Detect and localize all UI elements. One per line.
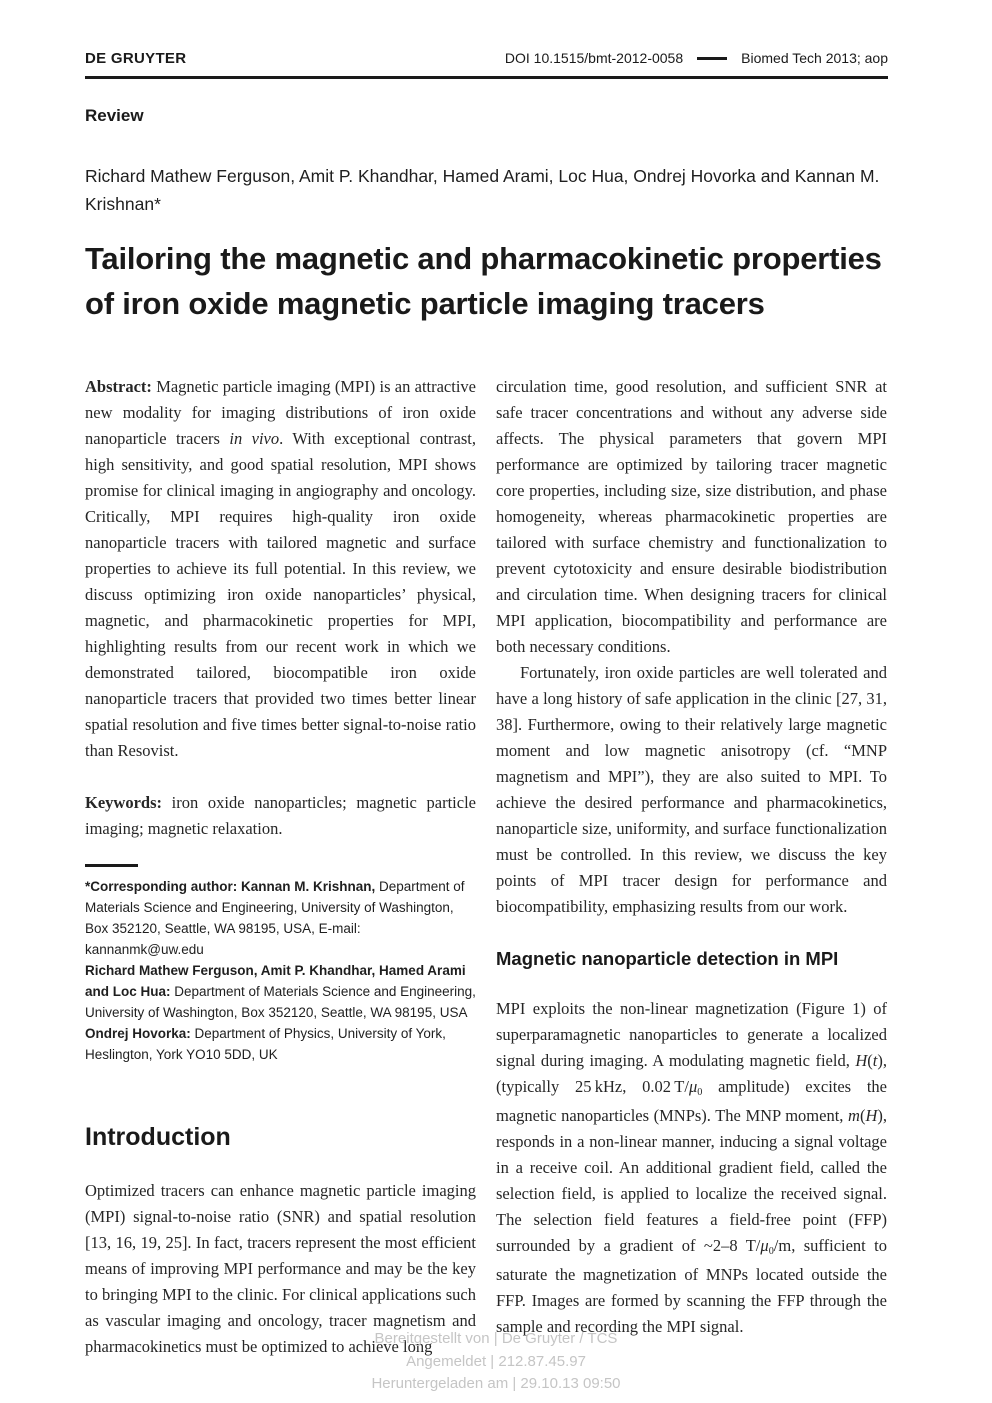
provenance-footer [0, 1328, 992, 1396]
body-paragraph-continued: circulation time, good resolution, and sufficient SNR at safe tracer concentrations and without any adverse side affects. The physical parameters that govern MPI performance are optimized by tailoring tracer magnetic core properties, including size, size distribution, and phase homogeneity, whereas pharmacokinetic properties are tailored with surface chemistry and functionalization to prevent cytotoxicity and ensure desirable biodistribution and circulation time. When designing tracers for clinical MPI application, biocompatibility and performance are both necessary conditions. [496, 377, 887, 656]
footer-provider-line: Bereitgestellt von | De Gruyter / TCS [374, 1330, 618, 1347]
left-column [85, 374, 476, 1360]
authors-line: Richard Mathew Ferguson, Amit P. Khandhar, Hamed Arami, Loc Hua, Ondrej Hovorka and Kannan M. Krishnan* [85, 166, 880, 214]
article-type-label: Review [85, 106, 144, 125]
abstract-paragraph: Abstract: Magnetic particle imaging (MPI) is an attractive new modality for imaging distributions of iron oxide nanoparticle tracers in vivo. With exceptional contrast, high sensitivity, and good spatial resolution, MPI shows promise for clinical imaging in angiography and oncology. Critically, MPI requires high-quality iron oxide nanoparticle tracers with tailored magnetic and surface properties to achieve its full potential. In this review, we discuss optimizing iron oxide nanoparticles’ physical, magnetic, and pharmacokinetic properties for MPI, highlighting results from our recent work in which we demonstrated tailored, biocompatible iron oxide nanoparticle tracers that provided two times better linear spatial resolution and five times better signal-to-noise ratio than Resovist. [85, 377, 477, 760]
header-rule [85, 76, 888, 79]
footer-login-line: Angemeldet | 212.87.45.97 [406, 1352, 586, 1370]
journal-info: Biomed Tech 2013; aop [741, 50, 888, 66]
introduction-paragraph: Optimized tracers can enhance magnetic particle imaging (MPI) signal-to-noise ratio (SNR) and spatial resolution [13, 16, 19, 25]. In fact, tracers represent the most efficient means of improving MPI performance and may be the key to bringing MPI to the clinic. For clinical applications such as vascular imaging and oncology, tracer magnetism and pharmacokinetics must be optimized to achieve long [85, 1181, 476, 1356]
doi-text: DOI 10.1515/bmt-2012-0058 [504, 50, 684, 66]
footer-download-line: Heruntergeladen am | 29.10.13 09:50 [371, 1375, 621, 1392]
article-title: Tailoring the magnetic and pharmacokinetic properties of iron oxide magnetic particle imaging tracers [85, 241, 882, 321]
keywords-paragraph: Keywords: iron oxide nanoparticles; magnetic particle imaging; magnetic relaxation. [85, 793, 476, 838]
affiliations-block: *Corresponding author: Kannan M. Krishnan, Department of Materials Science and Engineering, University of Washington, Box 352120, Seattle, WA 98195, USA, E-mail: kannanmk@uw.edu Richard Mathew Ferguson, Amit P. Khandhar, Hamed Arami and Loc Hua: Department of Materials Science and Engineering, University of Washington, Box 352120, Seattle, WA 98195, USA Ondrej Hovorka: Department of Physics, University of York, Heslington, York YO10 5DD, UK [85, 879, 476, 1062]
body-paragraph: Fortunately, iron oxide particles are well tolerated and have a long history of safe application in the clinic [27, 31, 38]. Furthermore, owing to their relatively large magnetic moment and low magnetic anisotropy (cf. “MNP magnetism and MPI”), they are also suited to MPI. To achieve the desired performance and pharmacokinetics, nanoparticle size, uniformity, and surface functionalization must be controlled. In this review, we discuss the key points of MPI tracer design for performance and biocompatibility, emphasizing results from our work. [496, 663, 887, 916]
affiliation-divider [85, 864, 138, 867]
detection-section-heading: Magnetic nanoparticle detection in MPI [496, 948, 839, 969]
masthead-citation [505, 50, 888, 66]
two-column-body [85, 374, 888, 1360]
right-column [496, 374, 887, 1360]
introduction-heading: Introduction [85, 1123, 231, 1151]
masthead [85, 50, 888, 67]
dash-separator [697, 57, 727, 60]
detection-paragraph: MPI exploits the non-linear magnetization (Figure 1) of superparamagnetic nanoparticles to generate a localized signal during imaging. A modulating magnetic field, H(t), (typically 25 kHz, 0.02 T/μ0 amplitude) excites the magnetic nanoparticles (MNPs). The MNP moment, m(H), responds in a non-linear manner, inducing a signal voltage in a receive coil. An additional gradient field, called the selection field, is applied to localize the received signal. The selection field features a field-free point (FFP) surrounded by a gradient of ~2–8 T/μ0/m, sufficient to saturate the magnetization of MNPs located outside the FFP. Images are formed by scanning the FFP through the sample and recording the MPI signal. [496, 999, 888, 1336]
publisher-name: DE GRUYTER [85, 50, 187, 67]
